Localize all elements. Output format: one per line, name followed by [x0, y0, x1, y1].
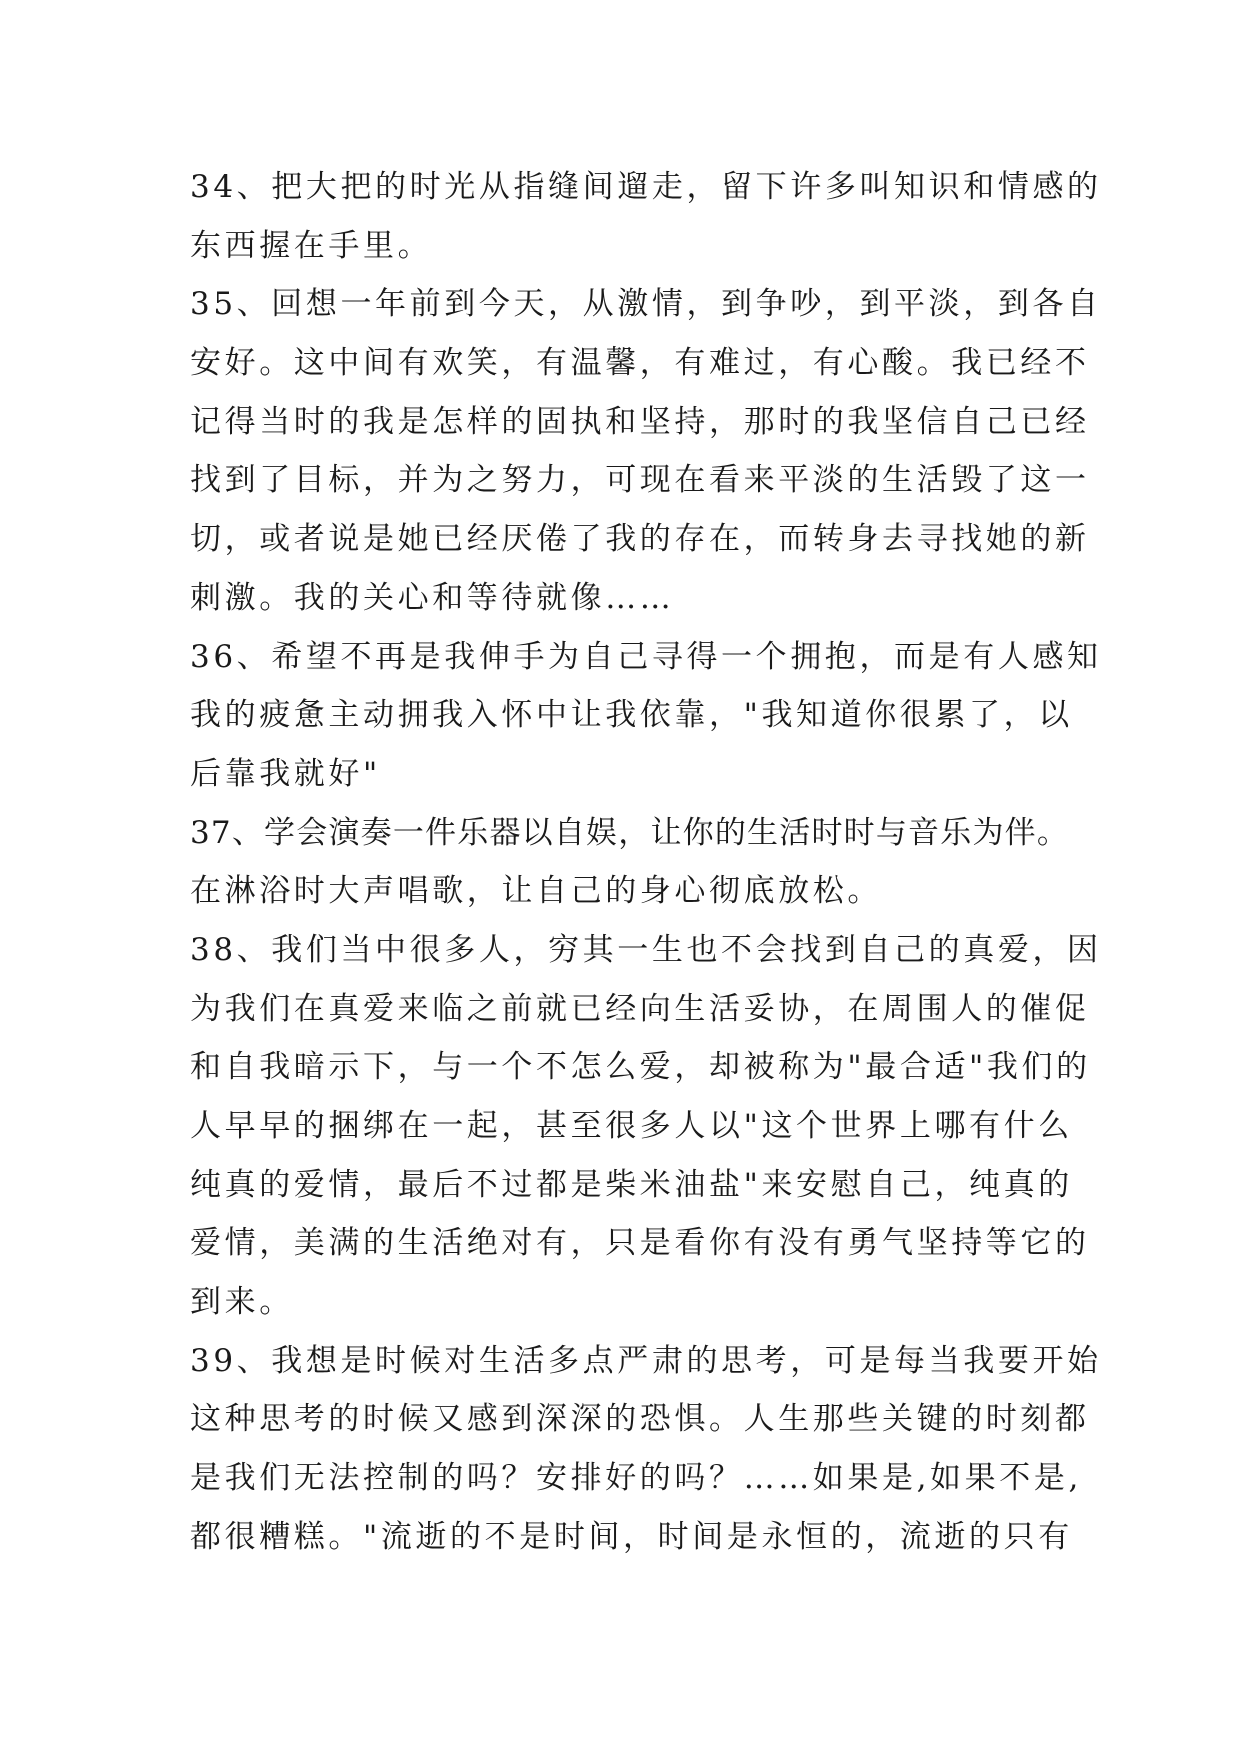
text-line: 刺激。我的关心和等待就像…… [190, 579, 675, 616]
text-line: 是我们无法控制的吗？安排好的吗？……如果是,如果不是, [190, 1460, 1082, 1497]
text-line: 后靠我就好" [190, 755, 381, 792]
text-line: 记得当时的我是怎样的固执和坚持，那时的我坚信自己已经 [190, 403, 1090, 440]
text-line: 36、希望不再是我伸手为自己寻得一个拥抱，而是有人感知 [190, 638, 1102, 675]
text-line: 这种思考的时候又感到深深的恐惧。人生那些关键的时刻都 [190, 1401, 1090, 1438]
text-line: 都很糟糕。"流逝的不是时间，时间是永恒的，流逝的只有 [190, 1518, 1073, 1555]
text-line: 和自我暗示下，与一个不怎么爱，却被称为"最合适"我们的 [190, 1049, 1091, 1086]
text-line: 爱情，美满的生活绝对有，只是看你有没有勇气坚持等它的 [190, 1225, 1090, 1262]
text-line: 在淋浴时大声唱歌，让自己的身心彻底放松。 [190, 873, 882, 910]
text-line: 到来。 [190, 1284, 294, 1321]
text-line: 34、把大把的时光从指缝间遛走，留下许多叫知识和情感的 [190, 169, 1102, 205]
text-line: 35、回想一年前到今天，从激情，到争吵，到平淡，到各自 [190, 286, 1102, 323]
text-line: 人早早的捆绑在一起，甚至很多人以"这个世界上哪有什么 [190, 1108, 1073, 1144]
text-line: 38、我们当中很多人，穷其一生也不会找到自己的真爱，因 [190, 931, 1102, 968]
text-line: 37、学会演奏一件乐器以自娱，让你的生活时时与音乐为伴。 [190, 814, 1070, 851]
text-line: 安好。这中间有欢笑，有温馨，有难过，有心酸。我已经不 [190, 345, 1090, 382]
text-line: 切，或者说是她已经厌倦了我的存在，而转身去寻找她的新 [190, 521, 1090, 558]
text-line: 东西握在手里。 [190, 227, 433, 264]
text-line: 39、我想是时候对生活多点严肃的思考，可是每当我要开始 [190, 1342, 1102, 1379]
text-line: 我的疲惫主动拥我入怀中让我依靠，"我知道你很累了，以 [190, 697, 1073, 734]
text-line: 为我们在真爱来临之前就已经向生活妥协，在周围人的催促 [190, 990, 1090, 1027]
body-text [190, 158, 1102, 1567]
text-line: 纯真的爱情，最后不过都是柴米油盐"来安慰自己，纯真的 [190, 1166, 1073, 1203]
text-line: 找到了目标，并为之努力，可现在看来平淡的生活毁了这一 [190, 462, 1090, 499]
